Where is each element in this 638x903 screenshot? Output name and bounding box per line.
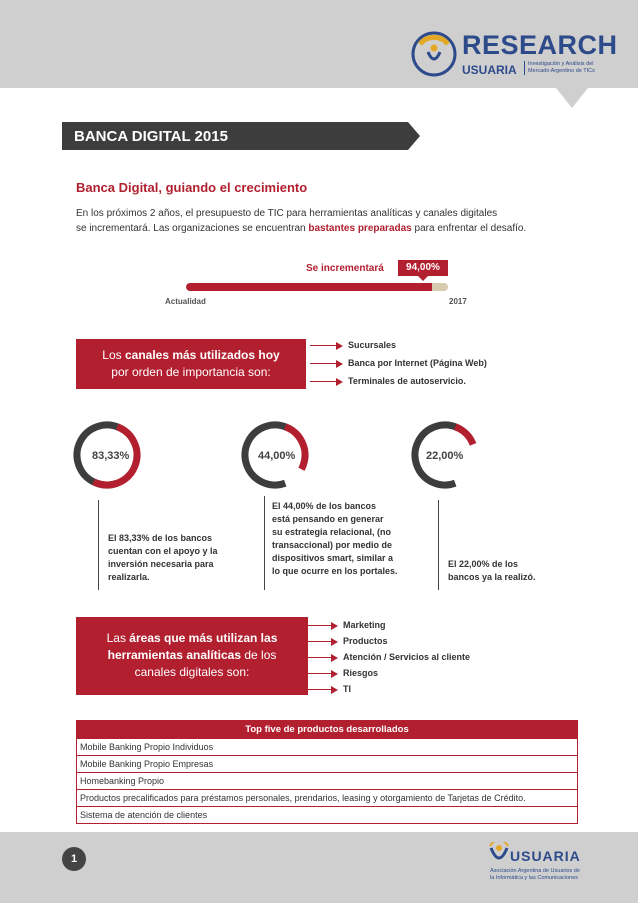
stat-divider-3 (438, 500, 439, 590)
logo-subtitle-line1: Investigación y Análisis del (528, 61, 594, 67)
arrow-right-icon (336, 360, 343, 368)
arrow-line (305, 657, 333, 658)
stat-2-line: transaccional) por medio de (272, 540, 393, 550)
gauge-value-3: 22,00% (426, 450, 464, 462)
intro-paragraph (76, 206, 576, 236)
areas-box-pre: Las (106, 631, 130, 645)
arrow-right-icon (331, 686, 338, 694)
arrow-line (305, 625, 333, 626)
logo-title: RESEARCH (462, 30, 618, 60)
products-table (76, 720, 578, 824)
stat-2-line: lo que ocurre en los portales. (272, 566, 398, 576)
arrow-right-icon (331, 670, 338, 678)
stat-2-line: El 44,00% de los bancos (272, 501, 377, 511)
channel-item (310, 354, 487, 372)
logo-subtitle (524, 61, 614, 75)
table-row: Mobile Banking Propio Individuos (77, 738, 577, 755)
area-item-label: TI (343, 684, 351, 694)
area-item-label: Marketing (343, 620, 386, 630)
table-row: Mobile Banking Propio Empresas (77, 755, 577, 772)
area-item-label: Atención / Servicios al cliente (343, 652, 471, 662)
areas-box-line2 (76, 647, 308, 664)
arrow-line (305, 641, 333, 642)
area-item (305, 633, 470, 649)
area-item-label: Productos (343, 636, 388, 646)
research-logo-icon (410, 30, 458, 78)
header-notch (556, 88, 588, 108)
stat-1-line: cuentan con el apoyo y la (108, 546, 218, 556)
areas-list (305, 617, 470, 697)
progress-badge-pointer (418, 276, 428, 281)
intro-text-b: para enfrentar el desafío. (411, 223, 527, 234)
areas-box (76, 617, 308, 695)
arrow-line (305, 673, 333, 674)
channels-box-bold: canales más utilizados hoy (124, 348, 280, 362)
page-title: BANCA DIGITAL 2015 (74, 128, 228, 145)
arrow-right-icon (336, 378, 343, 386)
usuaria-logo (488, 840, 598, 890)
table-row: Homebanking Propio (77, 772, 577, 789)
stat-3-line: El 22,00% de los (448, 559, 519, 569)
stat-1-line: realizarla. (108, 572, 150, 582)
channels-box-line1 (76, 347, 306, 364)
stat-2-line: dispositivos smart, similar a (272, 553, 394, 563)
stat-text-2 (272, 500, 398, 578)
usuaria-logo-icon (488, 842, 510, 866)
channel-item-label: Sucursales (348, 340, 397, 350)
channels-list (310, 336, 487, 390)
stat-text-3 (448, 558, 536, 584)
arrow-right-icon (331, 638, 338, 646)
channel-item-label: Terminales de autoservicio. (348, 376, 466, 386)
progress-start-label: Actualidad (165, 297, 206, 306)
area-item (305, 617, 470, 633)
areas-box-bold1: áreas que más utilizan las (129, 631, 278, 645)
areas-box-line1 (76, 630, 308, 647)
area-item-label: Riesgos (343, 668, 379, 678)
progress-track (186, 283, 448, 291)
progress-fill (186, 283, 432, 291)
table-row: Productos precalificados para préstamos personales, prendarios, leasing y otorgamiento de Tarjetas de Crédito. (77, 789, 577, 806)
arrow-line (310, 381, 338, 382)
stat-1-line: El 83,33% de los bancos (108, 533, 213, 543)
channels-box-line2: por orden de importancia son: (111, 365, 271, 379)
arrow-line (310, 345, 338, 346)
intro-line-2 (76, 221, 576, 236)
gauge-value-2: 44,00% (258, 450, 296, 462)
footer-sub-line1: Asociación Argentina de Usuarios de (490, 868, 580, 874)
arrow-line (310, 363, 338, 364)
progress-label: Se incrementará (306, 263, 384, 274)
footer-sub-line2: la Informática y las Comunicaciones (490, 875, 579, 881)
stat-3-line: bancos ya la realizó. (448, 572, 536, 582)
footer-subtitle (490, 868, 600, 882)
arrow-right-icon (331, 654, 338, 662)
stat-1-line: inversión necesaria para (108, 559, 214, 569)
title-band-arrow (408, 122, 420, 150)
areas-box-mid: de los (241, 648, 277, 662)
stat-divider-2 (264, 496, 265, 590)
table-header: Top five de productos desarrollados (77, 721, 577, 738)
arrow-right-icon (331, 622, 338, 630)
progress-value-badge: 94,00% (398, 260, 448, 276)
areas-box-line3: canales digitales son: (134, 665, 250, 679)
logo-subtitle-line2: Mercado Argentino de TICs (528, 68, 595, 74)
channel-item-label: Banca por Internet (Página Web) (348, 358, 487, 368)
table-row: Sistema de atención de clientes (77, 806, 577, 823)
channels-box-pre: Los (102, 348, 125, 362)
arrow-line (305, 689, 333, 690)
progress-end-label: 2017 (449, 297, 467, 306)
stat-2-line: su estrategia relacional, (no (272, 527, 392, 537)
areas-box-bold2: herramientas analíticas (107, 648, 242, 662)
intro-text-a: se incrementará. Las organizaciones se encuentran (76, 223, 309, 234)
area-item (305, 649, 470, 665)
research-logo (410, 30, 618, 82)
stat-divider-1 (98, 500, 99, 590)
section-heading: Banca Digital, guiando el crecimiento (76, 180, 308, 195)
arrow-right-icon (336, 342, 343, 350)
stat-text-1 (108, 532, 218, 584)
stat-2-line: está pensando en generar (272, 514, 384, 524)
channels-box (76, 339, 306, 389)
intro-highlight: bastantes preparadas (308, 223, 412, 234)
footer-brand: USUARIA (510, 848, 581, 864)
logo-brand: USUARIA (462, 63, 517, 77)
area-item (305, 665, 470, 681)
intro-line-1: En los próximos 2 años, el presupuesto de TIC para herramientas analíticas y canales digitales (76, 208, 498, 219)
gauge-value-1: 83,33% (92, 450, 130, 462)
area-item (305, 681, 470, 697)
channel-item (310, 336, 487, 354)
page-number: 1 (62, 847, 86, 871)
channel-item (310, 372, 487, 390)
